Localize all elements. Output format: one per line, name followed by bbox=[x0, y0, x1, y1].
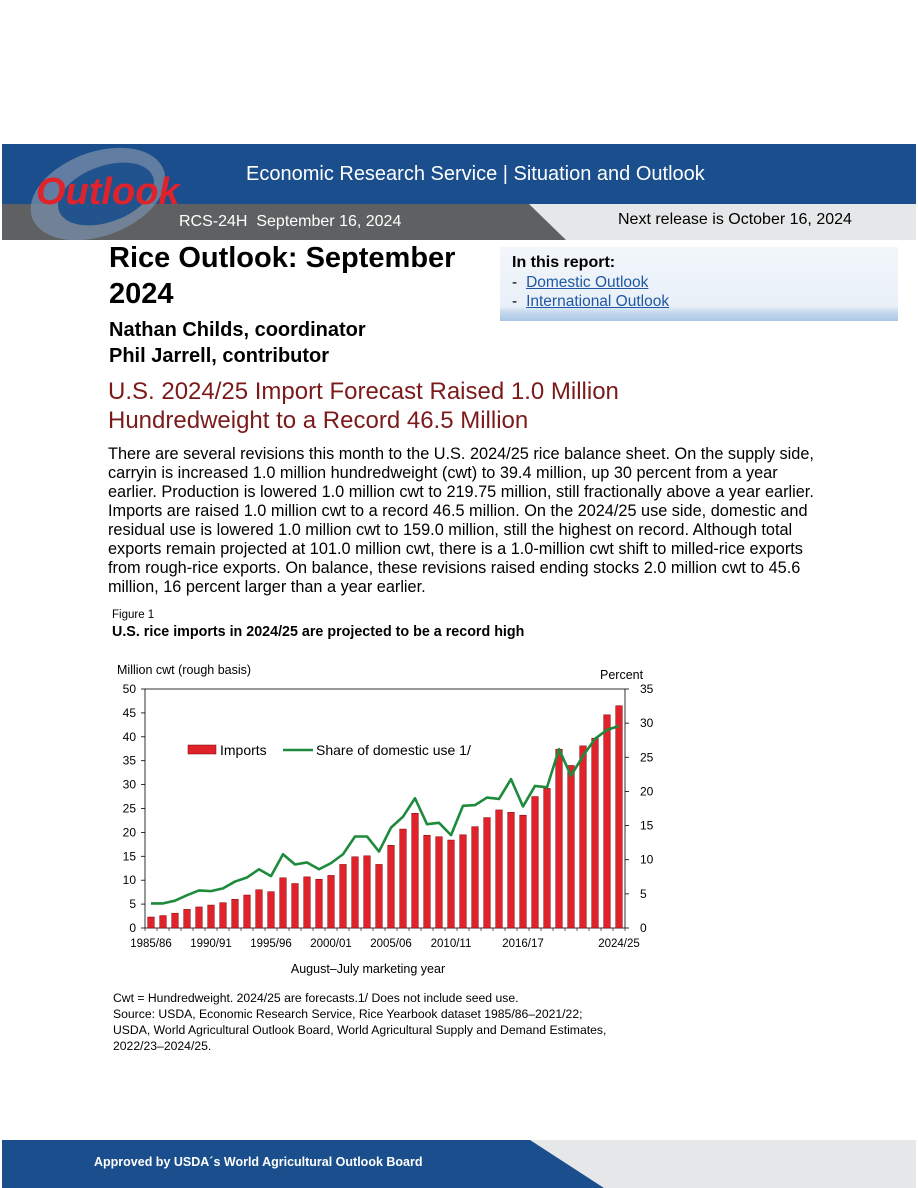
list-dash: - bbox=[512, 293, 518, 310]
imports-bar bbox=[160, 916, 167, 928]
imports-bar bbox=[400, 829, 407, 928]
imports-bar bbox=[556, 749, 563, 928]
author-coordinator: Nathan Childs, coordinator bbox=[109, 319, 366, 341]
imports-bar bbox=[436, 837, 443, 928]
headline: U.S. 2024/25 Import Forecast Raised 1.0 Million Hundredweight to a Record 46.5 Million bbox=[108, 378, 619, 434]
imports-bar bbox=[604, 715, 611, 928]
imports-bar bbox=[520, 815, 527, 928]
imports-bar bbox=[148, 917, 155, 928]
imports-bar bbox=[208, 905, 215, 928]
imports-bar bbox=[268, 892, 275, 928]
x-tick-label: 2005/06 bbox=[370, 938, 412, 950]
imports-bar bbox=[232, 899, 239, 928]
note-line: Source: USDA, Economic Research Service, Rice Yearbook dataset 1985/86–2021/22; bbox=[113, 1007, 583, 1021]
imports-bar bbox=[580, 746, 587, 928]
body-paragraph: There are several revisions this month to the U.S. 2024/25 rice balance sheet. On the supply side, carryin is increased 1.0 million hundredweight (cwt) to 39.4 million, up 30 percent from a year earlier. Production is lowered 1.0 million cwt to 219.75 million, still fractionally above a year earlier. Imports are raised 1.0 million cwt to a record 46.5 million. On the 2024/25 use side, domestic and residual use is lowered 1.0 million cwt to 159.0 million, still the highest on record. Although total exports remain projected at 101.0 million cwt, there is a 1.0-million cwt shift to milled-rice exports from rough-rice exports. On balance, these revisions raised ending stocks 2.0 million cwt to 45.6 million, 16 percent larger than a year earlier. bbox=[108, 445, 814, 596]
imports-bar bbox=[412, 813, 419, 928]
imports-bar bbox=[388, 845, 395, 928]
domestic-outlook-link[interactable]: Domestic Outlook bbox=[526, 274, 649, 291]
x-tick-label: 1995/96 bbox=[250, 938, 292, 950]
y-tick-label: 10 bbox=[122, 873, 136, 888]
imports-bar bbox=[364, 856, 371, 928]
y-tick-label: 25 bbox=[122, 801, 136, 816]
x-tick-label: 1985/86 bbox=[130, 938, 172, 950]
report-link-row bbox=[512, 293, 669, 311]
y-tick-label: 45 bbox=[122, 705, 136, 720]
issue-number-date: RCS-24H September 16, 2024 bbox=[179, 213, 402, 230]
imports-bar bbox=[616, 706, 623, 928]
note-line: USDA, World Agricultural Outlook Board, World Agricultural Supply and Demand Estimates, bbox=[113, 1023, 607, 1037]
y2-tick-label: 25 bbox=[640, 750, 654, 765]
y2-tick-label: 20 bbox=[640, 784, 654, 799]
imports-bar bbox=[460, 835, 467, 928]
next-release: Next release is October 16, 2024 bbox=[618, 211, 852, 228]
y2-tick-label: 5 bbox=[640, 886, 647, 901]
legend-imports-label: Imports bbox=[220, 742, 267, 758]
list-dash: - bbox=[512, 274, 518, 291]
x-axis-label: August–July marketing year bbox=[290, 962, 446, 976]
y-tick-label: 20 bbox=[122, 825, 136, 840]
y-tick-label: 0 bbox=[129, 921, 136, 935]
y-tick-label: 5 bbox=[129, 897, 136, 912]
legend-share-label: Share of domestic use 1/ bbox=[316, 742, 471, 758]
imports-bar bbox=[256, 890, 263, 928]
imports-bar bbox=[172, 913, 179, 928]
imports-bar bbox=[352, 857, 359, 928]
imports-bar bbox=[472, 827, 479, 928]
imports-bar bbox=[448, 840, 455, 928]
figure-title: U.S. rice imports in 2024/25 are projected to be a record high bbox=[112, 624, 525, 640]
y2-tick-label: 30 bbox=[640, 716, 654, 731]
imports-bar bbox=[244, 895, 251, 928]
imports-bar bbox=[220, 903, 227, 928]
y-tick-label: 50 bbox=[122, 682, 136, 696]
in-this-report-heading: In this report: bbox=[512, 254, 616, 271]
international-outlook-link[interactable]: International Outlook bbox=[526, 293, 670, 310]
y-tick-label: 40 bbox=[122, 729, 136, 744]
imports-bar bbox=[484, 818, 491, 928]
imports-bar bbox=[340, 864, 347, 928]
y2-axis-label: Percent bbox=[600, 668, 644, 682]
imports-bar bbox=[304, 877, 311, 928]
imports-bar bbox=[376, 864, 383, 928]
imports-bar bbox=[508, 812, 515, 928]
imports-bar bbox=[532, 797, 539, 928]
author-contributor: Phil Jarrell, contributor bbox=[109, 345, 330, 367]
y2-tick-label: 35 bbox=[640, 682, 654, 696]
header-title: Economic Research Service | Situation and Outlook bbox=[246, 163, 705, 185]
imports-chart bbox=[0, 650, 918, 990]
outlook-logo bbox=[28, 144, 188, 240]
legend-imports-swatch bbox=[188, 745, 216, 754]
x-tick-label: 2024/25 bbox=[598, 938, 640, 950]
imports-bar bbox=[316, 879, 323, 928]
y2-tick-label: 10 bbox=[640, 852, 654, 867]
note-line: 2022/23–2024/25. bbox=[113, 1039, 212, 1053]
imports-bar bbox=[544, 788, 551, 928]
imports-bar bbox=[280, 878, 287, 928]
imports-bar bbox=[328, 875, 335, 928]
x-tick-label: 2010/11 bbox=[430, 938, 472, 950]
x-tick-label: 1990/91 bbox=[190, 938, 232, 950]
imports-bar bbox=[196, 907, 203, 928]
x-tick-label: 2016/17 bbox=[502, 938, 544, 950]
imports-bar bbox=[184, 909, 191, 928]
note-line: Cwt = Hundredweight. 2024/25 are forecasts.1/ Does not include seed use. bbox=[113, 991, 519, 1005]
imports-bar bbox=[424, 835, 431, 928]
y-axis-label: Million cwt (rough basis) bbox=[117, 663, 252, 677]
report-link-row bbox=[512, 274, 648, 292]
logo-text: Outlook bbox=[36, 171, 180, 213]
x-tick-label: 2000/01 bbox=[310, 938, 352, 950]
imports-bar bbox=[292, 884, 299, 928]
plot-frame bbox=[145, 689, 625, 928]
figure-label: Figure 1 bbox=[112, 609, 155, 621]
y2-tick-label: 0 bbox=[640, 921, 647, 935]
y-tick-label: 35 bbox=[122, 753, 136, 768]
y-tick-label: 30 bbox=[122, 777, 136, 792]
imports-bar bbox=[496, 810, 503, 928]
authors bbox=[109, 317, 366, 369]
y2-tick-label: 15 bbox=[640, 818, 654, 833]
y-tick-label: 15 bbox=[122, 849, 136, 864]
imports-bar bbox=[592, 738, 599, 928]
figure-notes bbox=[113, 990, 673, 1054]
footer-text: Approved by USDA´s World Agricultural Outlook Board bbox=[94, 1155, 423, 1169]
imports-bar bbox=[568, 765, 575, 928]
report-title: Rice Outlook: September 2024 bbox=[109, 242, 456, 310]
